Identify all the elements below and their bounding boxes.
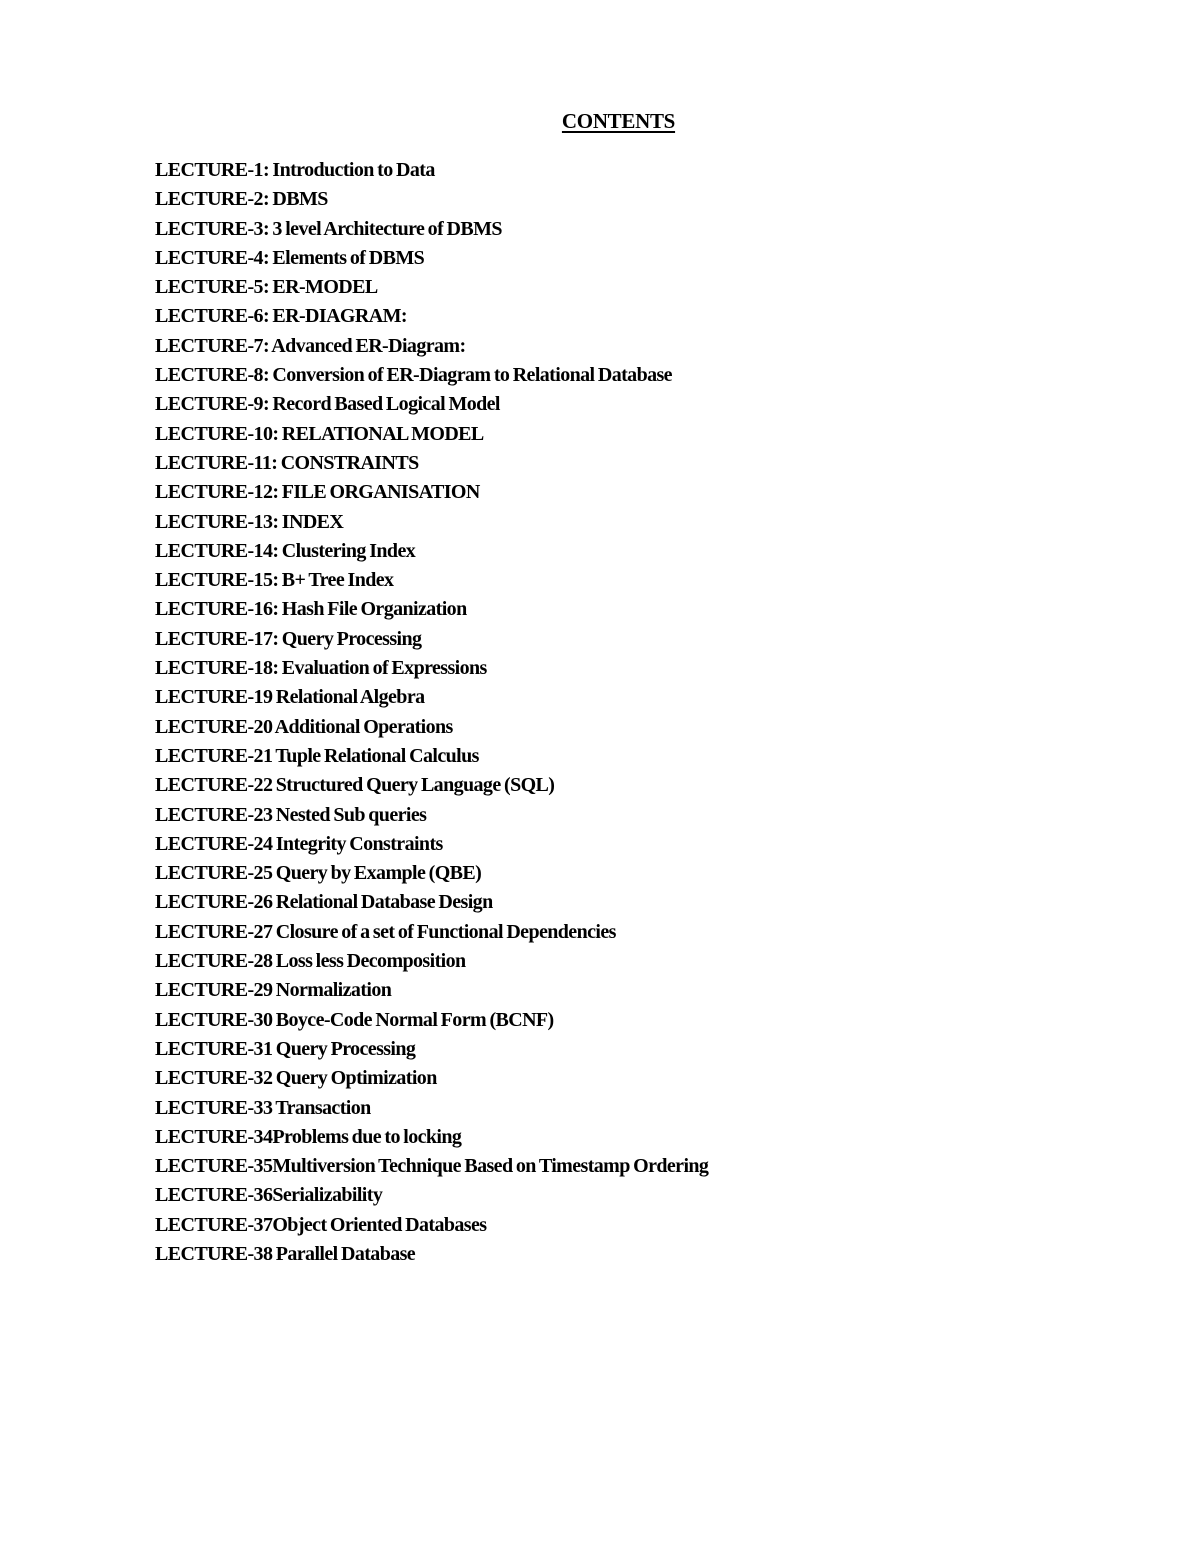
- toc-entry: LECTURE-7: Advanced ER-Diagram:: [155, 334, 466, 357]
- toc-entry: LECTURE-12: FILE ORGANISATION: [155, 481, 480, 504]
- toc-entry: LECTURE-10: RELATIONAL MODEL: [155, 422, 484, 445]
- toc-entry: LECTURE-5: ER-MODEL: [155, 276, 378, 299]
- toc-entry: LECTURE-27 Closure of a set of Functional Dependencies: [155, 920, 616, 943]
- toc-entry: LECTURE-1: Introduction to Data: [155, 159, 435, 181]
- toc-entry: LECTURE-34Problems due to locking: [155, 1125, 462, 1148]
- toc-entry: LECTURE-30 Boyce-Code Normal Form (BCNF): [155, 1008, 554, 1031]
- toc-entry: LECTURE-21 Tuple Relational Calculus: [155, 744, 479, 767]
- toc-entry: LECTURE-20 Additional Operations: [155, 715, 453, 738]
- toc-entry: LECTURE-11: CONSTRAINTS: [155, 451, 419, 474]
- toc-entry: LECTURE-25 Query by Example (QBE): [155, 862, 482, 885]
- toc-entry: LECTURE-9: Record Based Logical Model: [155, 393, 500, 416]
- page-title: CONTENTS: [561, 109, 676, 133]
- toc-entry: LECTURE-38 Parallel Database: [155, 1242, 416, 1265]
- toc-entry: LECTURE-31 Query Processing: [155, 1037, 416, 1060]
- toc-entry: LECTURE-16: Hash File Organization: [155, 598, 467, 621]
- toc-entry: LECTURE-3: 3 level Architecture of DBMS: [155, 217, 502, 240]
- toc-entry: LECTURE-6: ER-DIAGRAM:: [155, 305, 407, 328]
- toc-entry: LECTURE-32 Query Optimization: [155, 1067, 437, 1090]
- toc-entry: LECTURE-24 Integrity Constraints: [155, 832, 443, 855]
- toc-entry: LECTURE-8: Conversion of ER-Diagram to Relational Database: [155, 364, 672, 387]
- toc-entry: LECTURE-19 Relational Algebra: [155, 686, 425, 709]
- toc-entry: LECTURE-23 Nested Sub queries: [155, 803, 427, 826]
- toc-entry: LECTURE-15: B+ Tree Index: [155, 569, 394, 592]
- toc-entry: LECTURE-26 Relational Database Design: [155, 891, 493, 914]
- toc-entry: LECTURE-28 Loss less Decomposition: [155, 950, 466, 973]
- toc-entry: LECTURE-14: Clustering Index: [155, 539, 416, 562]
- toc-entry: LECTURE-4: Elements of DBMS: [155, 246, 425, 269]
- toc-entry: LECTURE-17: Query Processing: [155, 627, 422, 650]
- toc-entry: LECTURE-18: Evaluation of Expressions: [155, 657, 487, 680]
- toc-entry: LECTURE-33 Transaction: [155, 1096, 371, 1119]
- toc-entry: LECTURE-36Serializability: [155, 1184, 383, 1207]
- table-of-contents: [155, 156, 708, 1269]
- toc-entry: LECTURE-35Multiversion Technique Based on Timestamp Ordering: [155, 1155, 709, 1178]
- toc-entry: LECTURE-2: DBMS: [155, 188, 328, 211]
- toc-entry: LECTURE-37Object Oriented Databases: [155, 1213, 487, 1236]
- toc-entry: LECTURE-29 Normalization: [155, 979, 392, 1002]
- toc-entry: LECTURE-22 Structured Query Language (SQL): [155, 774, 555, 797]
- toc-entry: LECTURE-13: INDEX: [155, 510, 344, 533]
